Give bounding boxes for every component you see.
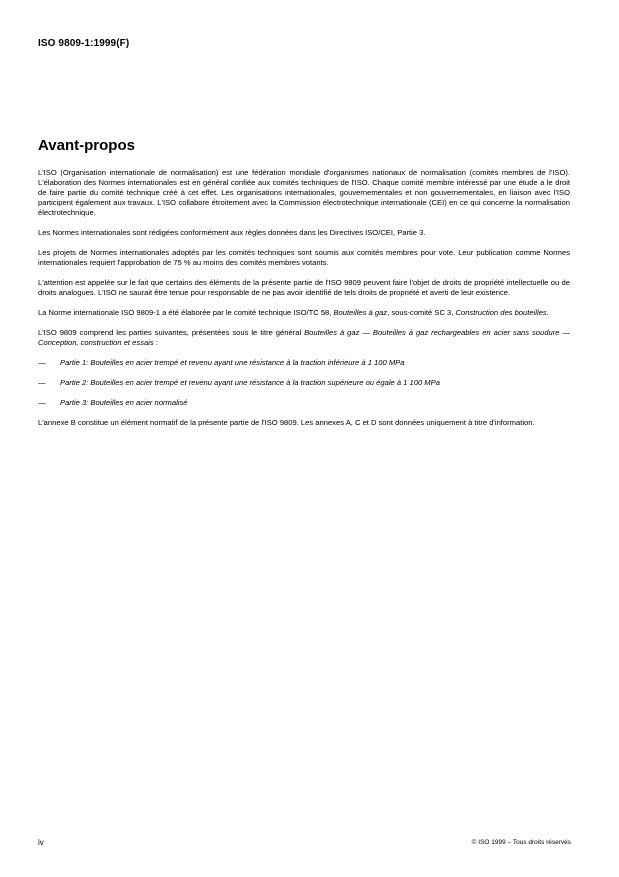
list-item [38, 378, 570, 388]
parts-intro-text: L'ISO 9809 comprend les parties suivantes, présentées sous le titre général [38, 328, 305, 337]
paragraph-draft-standards: Les projets de Normes internationales adoptés par les comités techniques sont soumis aux comités membres pour vote. Leur publication comme Normes internationales requiert l'approbation de 75 % au moins des comités membres votants. [38, 248, 570, 267]
list-item [38, 358, 570, 368]
part-2-title: Partie 2: Bouteilles en acier trempé et revenu ayant une résistance à la traction supérieure ou égale à 1 100 MPa [60, 378, 440, 387]
section-title: Avant-propos [38, 137, 135, 154]
copyright-notice: © ISO 1999 – Tous droits réservés [471, 839, 571, 846]
part-3-title: Partie 3: Bouteilles en acier normalisé [60, 398, 188, 407]
paragraph-annexes: L'annexe B constitue un élément normatif de la présente partie de l'ISO 9809. Les annexes A, C et D sont données uniquement à titre d'information. [38, 418, 535, 427]
dash-bullet: — [38, 358, 46, 367]
list-item [38, 398, 570, 408]
parts-intro-end: : [153, 338, 158, 347]
dash-bullet: — [38, 398, 46, 407]
paragraph-directives: Les Normes internationales sont rédigées conformément aux règles données dans les Directives ISO/CEI, Partie 3. [38, 228, 426, 237]
paragraph-patent-rights: L'attention est appelée sur le fait que certains des éléments de la présente partie de l'ISO 9809 peuvent faire l'objet de droits de propriété intellectuelle ou de droits analogues. L'ISO ne saurait être tenue pour responsable de ne pas avoir identifié de tels droits de propriété et averti de leur existence. [38, 278, 570, 297]
paragraph-prepared-by [38, 308, 570, 318]
document-identifier: ISO 9809-1:1999(F) [38, 38, 130, 49]
prepared-by-subcommittee: , sous-comité SC 3, [387, 308, 456, 317]
part-1-title: Partie 1: Bouteilles en acier trempé et revenu ayant une résistance à la traction inférieure à 1 100 MPa [60, 358, 405, 367]
prepared-by-text: La Norme internationale ISO 9809-1 a été élaborée par le comité technique ISO/TC 58, [38, 308, 334, 317]
paragraph-parts-intro [38, 328, 570, 348]
subcommittee-title: Construction des bouteilles [455, 308, 547, 317]
paragraph-iso-organisation: L'ISO (Organisation internationale de normalisation) est une fédération mondiale d'organismes nationaux de normalisation (comités membres de l'ISO). L'élaboration des Normes internationales est en général confiée aux comités techniques de l'ISO. Chaque comité membre intéressé par une étude a le droit de faire partie du comité technique créé à cet effet. Les organisations internationales, gouvernementales et non gouvernementales, en liaison avec l'ISO participent également aux travaux. L'ISO collabore étroitement avec la Commission électrotechnique internationale (CEI) en ce qui concerne la normalisation électrotechnique. [38, 168, 570, 217]
general-title: Bouteilles à gaz — Bouteilles à gaz rechargeables en acier sans soudure — Conception, construction et essais [38, 328, 570, 347]
committee-title: Bouteilles à gaz [333, 308, 388, 317]
page-number: iv [38, 838, 44, 847]
foreword-body [38, 168, 570, 438]
dash-bullet: — [38, 378, 46, 387]
prepared-by-end: . [546, 308, 549, 317]
parts-list [38, 358, 570, 408]
